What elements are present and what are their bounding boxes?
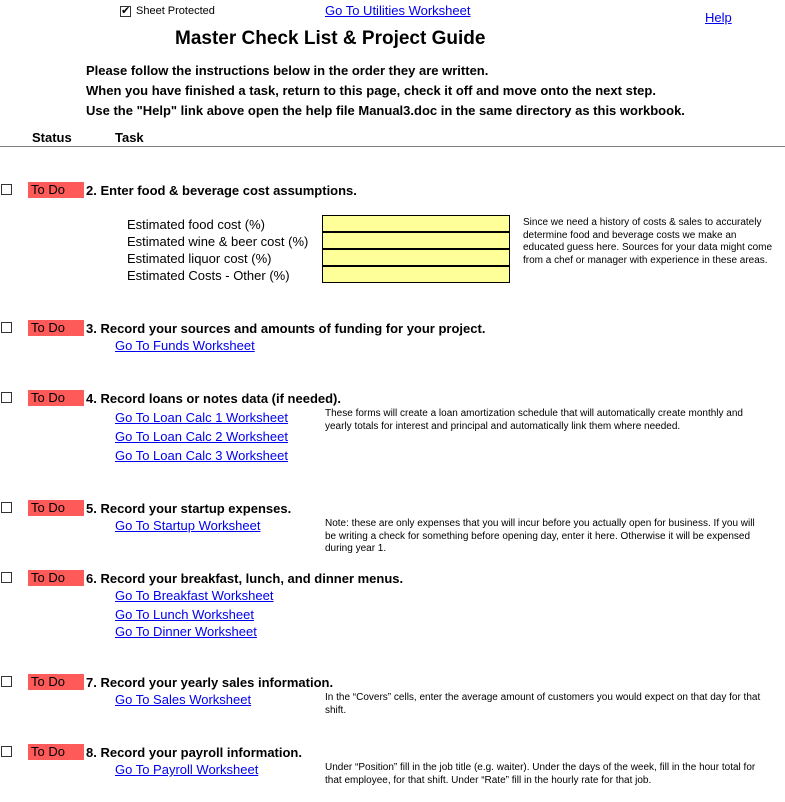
- loan-calc-3-link[interactable]: Go To Loan Calc 3 Worksheet: [115, 448, 288, 463]
- task-3-checkbox[interactable]: [1, 322, 12, 333]
- instruction-line-3: Use the "Help" link above open the help file Manual3.doc in the same directory as this workbook.: [86, 103, 685, 118]
- other-cost-label: Estimated Costs - Other (%): [127, 268, 290, 283]
- task-5-note: Note: these are only expenses that you will incur before you actually open for business. If you will be writing a check for something before opening day, enter it here. Otherwise it will be expensed during year 1.: [325, 518, 755, 554]
- task-5-checkbox[interactable]: [1, 502, 12, 513]
- task-4-status-badge: To Do: [28, 390, 84, 406]
- task-6-title: 6. Record your breakfast, lunch, and dinner menus.: [86, 571, 404, 586]
- payroll-worksheet-link[interactable]: Go To Payroll Worksheet: [115, 762, 259, 777]
- instruction-line-1: Please follow the instructions below in the order they are written.: [86, 63, 489, 78]
- task-column-header: Task: [115, 130, 144, 145]
- task-2-note: Since we need a history of costs & sales to accurately determine food and beverage costs we make an educated guess here. Sources for your data might come from a chef or manager with experience in these areas.: [523, 217, 773, 266]
- sheet-protected-label: Sheet Protected: [136, 5, 215, 17]
- liquor-cost-input[interactable]: [322, 249, 510, 266]
- task-8-status-badge: To Do: [28, 744, 84, 760]
- task-2-checkbox[interactable]: [1, 184, 12, 195]
- utilities-worksheet-link[interactable]: Go To Utilities Worksheet: [325, 3, 471, 18]
- task-2-title: 2. Enter food & beverage cost assumptions.: [86, 183, 357, 198]
- sheet-protected-checkbox[interactable]: [120, 6, 131, 17]
- liquor-cost-label: Estimated liquor cost (%): [127, 251, 272, 266]
- food-cost-input[interactable]: [322, 215, 510, 232]
- funds-worksheet-link[interactable]: Go To Funds Worksheet: [115, 338, 255, 353]
- lunch-worksheet-link[interactable]: Go To Lunch Worksheet: [115, 607, 254, 622]
- food-cost-label: Estimated food cost (%): [127, 217, 265, 232]
- task-5-title: 5. Record your startup expenses.: [86, 501, 292, 516]
- header-divider: [0, 146, 785, 147]
- startup-worksheet-link[interactable]: Go To Startup Worksheet: [115, 518, 261, 533]
- page-title: Master Check List & Project Guide: [175, 28, 486, 49]
- status-column-header: Status: [32, 130, 72, 145]
- task-8-title: 8. Record your payroll information.: [86, 745, 302, 760]
- breakfast-worksheet-link[interactable]: Go To Breakfast Worksheet: [115, 588, 274, 603]
- task-7-checkbox[interactable]: [1, 676, 12, 687]
- task-7-title: 7. Record your yearly sales information.: [86, 675, 334, 690]
- loan-calc-2-link[interactable]: Go To Loan Calc 2 Worksheet: [115, 429, 288, 444]
- task-8-note: Under “Position” fill in the job title (e.g. waiter). Under the days of the week, fill in the hour total for that employee, for that shift. Under “Rate” fill in the hourly rate for that job.: [325, 762, 756, 786]
- task-6-checkbox[interactable]: [1, 572, 12, 583]
- dinner-worksheet-link[interactable]: Go To Dinner Worksheet: [115, 624, 257, 639]
- sales-worksheet-link[interactable]: Go To Sales Worksheet: [115, 692, 252, 707]
- task-7-note: In the “Covers” cells, enter the average amount of customers you would expect on that day for that shift.: [325, 692, 761, 716]
- task-6-status-badge: To Do: [28, 570, 84, 586]
- task-4-title: 4. Record loans or notes data (if needed).: [86, 391, 341, 406]
- task-2-status-badge: To Do: [28, 182, 84, 198]
- loan-calc-1-link[interactable]: Go To Loan Calc 1 Worksheet: [115, 410, 288, 425]
- task-3-status-badge: To Do: [28, 320, 84, 336]
- task-8-checkbox[interactable]: [1, 746, 12, 757]
- wine-beer-cost-label: Estimated wine & beer cost (%): [127, 234, 309, 249]
- other-cost-input[interactable]: [322, 266, 510, 283]
- help-link[interactable]: Help: [705, 10, 732, 25]
- wine-beer-cost-input[interactable]: [322, 232, 510, 249]
- task-7-status-badge: To Do: [28, 674, 84, 690]
- task-5-status-badge: To Do: [28, 500, 84, 516]
- task-3-title: 3. Record your sources and amounts of funding for your project.: [86, 321, 486, 336]
- task-4-note: These forms will create a loan amortization schedule that will automatically create monthly and yearly totals for interest and principal and automatically link them where needed.: [325, 408, 743, 432]
- instruction-line-2: When you have finished a task, return to this page, check it off and move onto the next step.: [86, 83, 656, 98]
- task-4-checkbox[interactable]: [1, 392, 12, 403]
